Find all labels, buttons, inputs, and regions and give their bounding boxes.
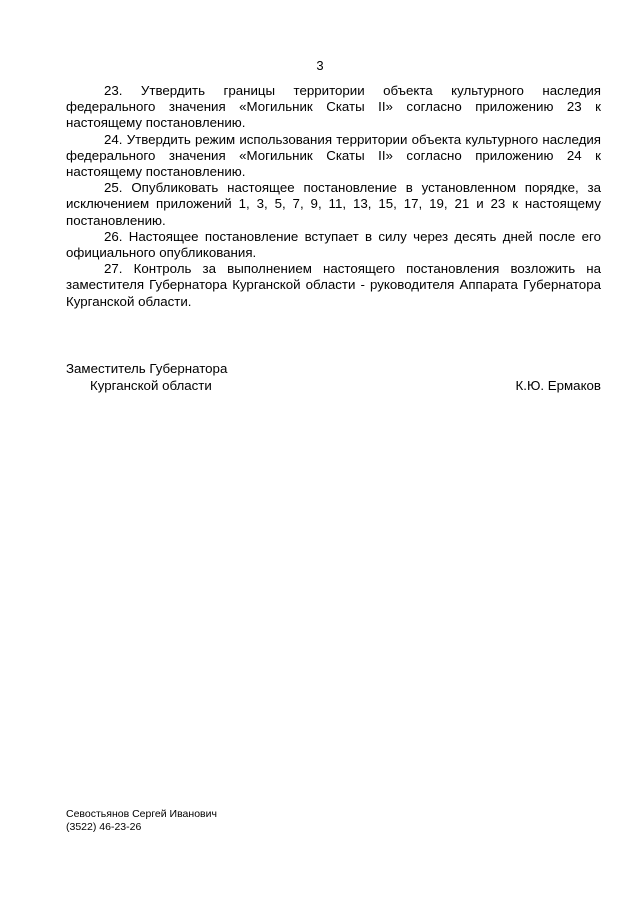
signatory-title-line1: Заместитель Губернатора <box>66 361 228 376</box>
paragraph-25: 25. Опубликовать настоящее постановление в установленном порядке, за исключением приложений 1, 3, 5, 7, 9, 11, 13, 15, 17, 19, 21 и 23 к настоящему постановлению. <box>66 180 601 228</box>
page-number: 3 <box>316 58 324 73</box>
paragraph-27: 27. Контроль за выполнением настоящего постановления возложить на заместителя Губернатора Курганской области - руководителя Аппарата Губернатора Курганской области. <box>66 261 601 309</box>
signatory-name: К.Ю. Ермаков <box>515 378 601 393</box>
paragraph-26: 26. Настоящее постановление вступает в силу через десять дней после его официального опубликования. <box>66 228 601 261</box>
signature-block <box>66 360 601 394</box>
signatory-title-line2: Курганской области <box>90 378 212 393</box>
executor-info <box>66 808 217 834</box>
document-body <box>66 83 601 310</box>
executor-name: Севостьянов Сергей Иванович <box>66 808 217 820</box>
paragraph-23: 23. Утвердить границы территории объекта культурного наследия федерального значения «Могильник Скаты II» согласно приложению 23 к настоящему постановлению. <box>66 83 601 131</box>
paragraph-24: 24. Утвердить режим использования территории объекта культурного наследия федерального значения «Могильник Скаты II» согласно приложению 24 к настоящему постановлению. <box>66 131 601 180</box>
executor-phone: (3522) 46-23-26 <box>66 821 142 833</box>
